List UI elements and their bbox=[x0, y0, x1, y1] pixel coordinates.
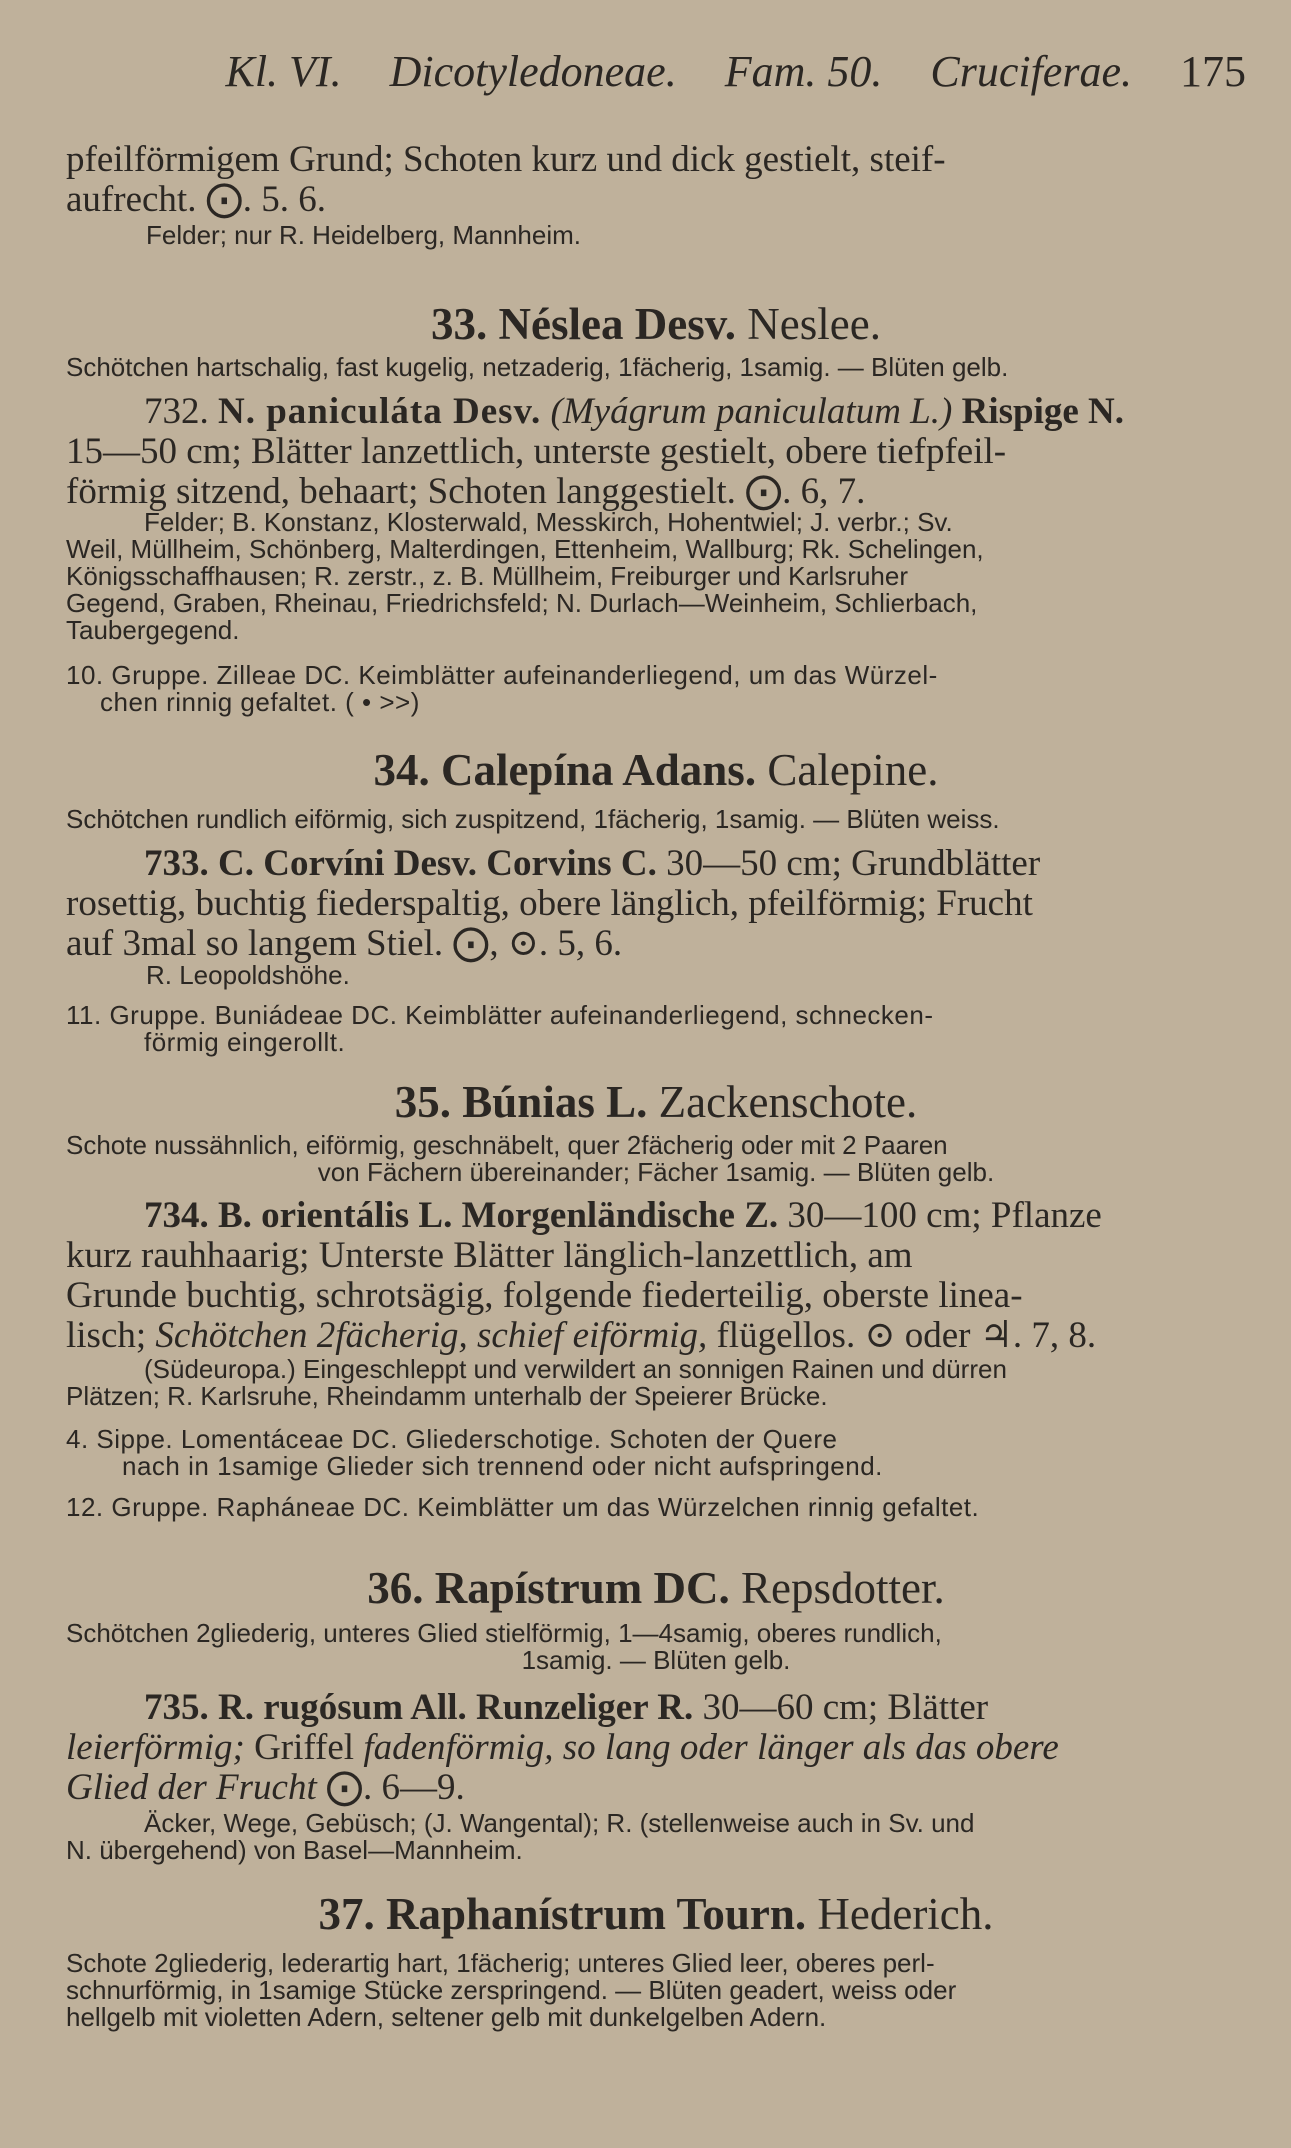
genus-description-36: Schötchen 2gliederig, unteres Glied stielförmig, 1—4samig, oberes rundlich, 1samig. — Blüten gelb. bbox=[66, 1618, 942, 1675]
header-class: Kl. VI. bbox=[225, 47, 342, 96]
intro-line: pfeilförmigem Grund; Schoten kurz und dick gestielt, steif- bbox=[66, 139, 946, 180]
running-header bbox=[160, 46, 1246, 97]
sippe-4: 4. Sippe. Lomentáceae DC. Gliederschotige. Schoten der Quere nach in 1samige Glieder sich trennend oder nicht aufspringend. bbox=[66, 1424, 883, 1481]
species-732: 732. N. paniculáta Desv. (Myágrum paniculatum L.) Rispige N. 15—50 cm; Blätter lanzettlich, unterste gestielt, obere tiefpfeil- förmig sitzend, behaart; Schoten langgestielt. ⨀. 6, 7. bbox=[66, 392, 1246, 512]
header-group: Dicotyledoneae. bbox=[389, 47, 677, 96]
species-735: 735. R. rugósum All. Runzeliger R. 30—60 cm; Blätter leierförmig; Griffel fadenförmig, so lang oder länger als das obere Glied der Frucht ⨀. 6—9. bbox=[66, 1687, 1059, 1808]
species-734-localities: (Südeuropa.) Eingeschleppt und verwildert an sonnigen Rainen und dürren Plätzen; R. Karlsruhe, Rheindamm unterhalb der Speierer Brücke. bbox=[66, 1354, 1007, 1411]
header-family: Cruciferae. bbox=[930, 47, 1132, 96]
group-11: 11. Gruppe. Buniádeae DC. Keimblätter aufeinanderliegend, schnecken- förmig eingerollt. bbox=[66, 1000, 934, 1057]
genus-description-34: Schötchen rundlich eiförmig, sich zuspitzend, 1fächerig, 1samig. — Blüten weiss. bbox=[66, 804, 1000, 834]
genus-description-35: Schote nussähnlich, eiförmig, geschnäbelt, quer 2fächerig oder mit 2 Paaren von Fächern übereinander; Fächer 1samig. — Blüten gelb. bbox=[66, 1130, 995, 1187]
genus-heading-37: 37. Raphanístrum Tourn. Hederich. bbox=[318, 1889, 994, 1939]
intro-line: aufrecht. ⨀. 5. 6. bbox=[66, 179, 326, 220]
genus-description-33: Schötchen hartschalig, fast kugelig, netzaderig, 1fächerig, 1samig. — Blüten gelb. bbox=[66, 352, 1009, 382]
species-735-localities: Äcker, Wege, Gebüsch; (J. Wangental); R. (stellenweise auch in Sv. und N. übergehend) von Basel—Mannheim. bbox=[66, 1808, 975, 1865]
genus-heading-33: 33. Néslea Desv. Neslee. bbox=[431, 299, 881, 349]
group-12: 12. Gruppe. Rapháneae DC. Keimblätter um das Würzelchen rinnig gefaltet. bbox=[66, 1492, 980, 1522]
species-732-localities: Felder; B. Konstanz, Klosterwald, Messkirch, Hohentwiel; J. verbr.; Sv. Weil, Müllheim, Schönberg, Malterdingen, Ettenheim, Wallburg; Rk. Schelingen, Königsschaffhausen; R. zerstr., z. B. Müllheim, Freiburger und Karlsruher Gegend, Graben, Rheinau, Friedrichsfeld; N. Durlach—Weinheim, Schlierbach, Taubergegend. bbox=[66, 507, 984, 645]
species-733-locality: R. Leopoldshöhe. bbox=[146, 960, 350, 990]
genus-description-37: Schote 2gliederig, lederartig hart, 1fächerig; unteres Glied leer, oberes perl- schnurförmig, in 1samige Stücke zerspringend. — Blüten geadert, weiss oder hellgelb mit violetten Adern, seltener gelb mit dunkelgelben Adern. bbox=[66, 1948, 957, 2032]
intro-text bbox=[66, 140, 1246, 220]
genus-heading-34: 34. Calepína Adans. Calepine. bbox=[373, 745, 939, 795]
page-number: 175 bbox=[1180, 47, 1246, 96]
header-family-no: Fam. 50. bbox=[724, 47, 883, 96]
group-10: 10. Gruppe. Zilleae DC. Keimblätter aufeinanderliegend, um das Würzel- chen rinnig gefaltet. ( • >>) bbox=[66, 660, 938, 717]
genus-heading-35: 35. Búnias L. Zackenschote. bbox=[394, 1077, 918, 1127]
species-733: 733. C. Corvíni Desv. Corvins C. 30—50 cm; Grundblätter rosettig, buchtig fiederspaltig, obere länglich, pfeilförmig; Frucht auf 3mal so langem Stiel. ⨀, ⊙. 5, 6. bbox=[66, 843, 1041, 964]
species-734: 734. B. orientális L. Morgenländische Z. 30—100 cm; Pflanze kurz rauhhaarig; Unterste Blätter länglich-lanzettlich, am Grunde buchtig, schrotsägig, folgende fiederteilig, oberste linea- lisch; Schötchen 2fächerig, schief eiförmig, flügellos. ⊙ oder ♃. 7, 8. bbox=[66, 1195, 1102, 1356]
species-732-title: 732. N. paniculáta Desv. (Myágrum paniculatum L.) Rispige N. bbox=[144, 391, 1124, 432]
genus-heading-36: 36. Rapístrum DC. Repsdotter. bbox=[367, 1563, 945, 1613]
intro-locality: Felder; nur R. Heidelberg, Mannheim. bbox=[146, 220, 581, 250]
